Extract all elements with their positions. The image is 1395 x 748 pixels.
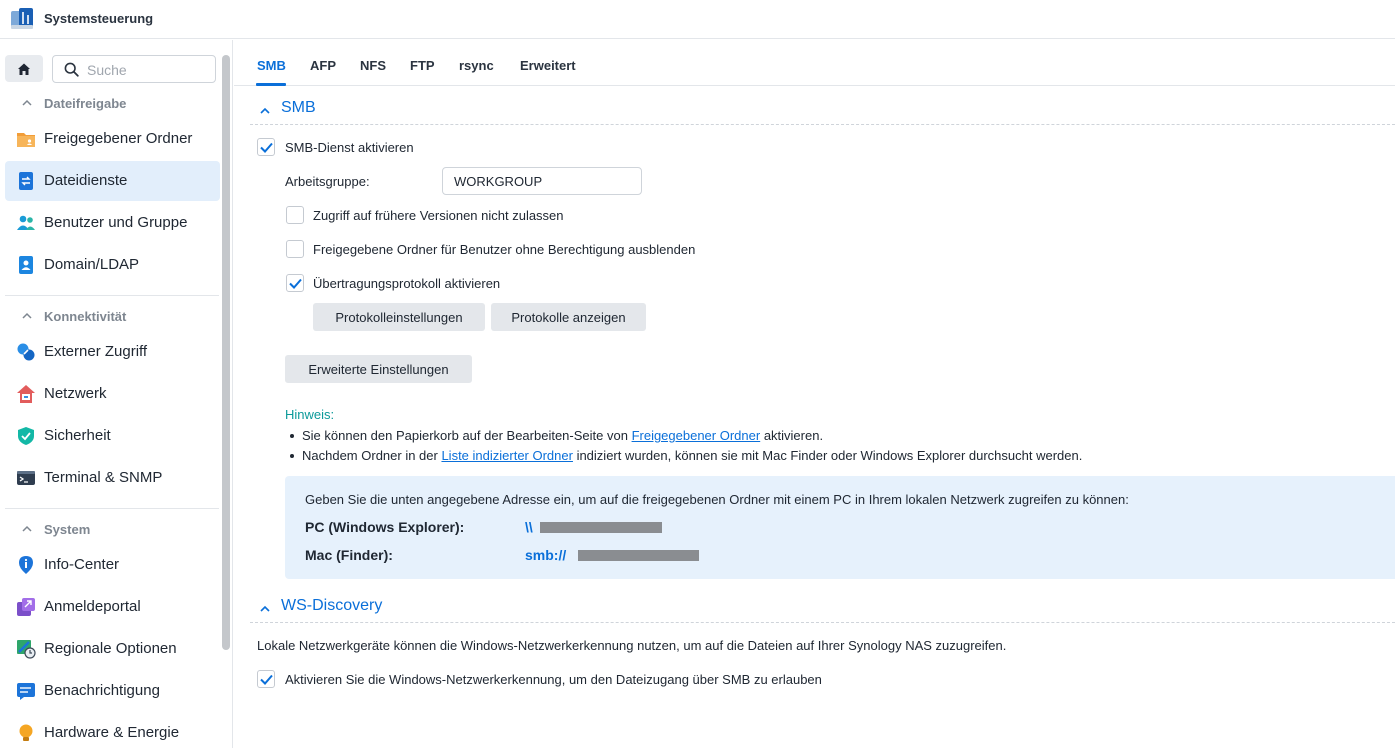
bullet-dot [290, 434, 294, 438]
section-title: System [44, 522, 91, 537]
sidebar-item-netzwerk[interactable] [5, 374, 220, 414]
sidebar-item-label: Regionale Optionen [44, 640, 177, 657]
smb-group-title: SMB [281, 99, 316, 116]
hint1-text: Sie können den Papierkorb auf der Bearbeiten-Seite von [302, 428, 632, 443]
sidebar-item-label: Freigegebener Ordner [44, 130, 193, 147]
chevron-up-icon [21, 97, 33, 109]
transfer-log-label: Übertragungsprotokoll aktivieren [313, 276, 501, 291]
hide-folders-label: Freigegebene Ordner für Benutzer ohne Berechtigung ausblenden [313, 242, 696, 257]
sidebar-item-label: Sicherheit [44, 427, 111, 444]
active-tab-indicator [256, 83, 286, 86]
tab-smb[interactable]: SMB [257, 58, 286, 73]
workgroup-input[interactable] [454, 173, 634, 190]
advanced-settings-button[interactable]: Erweiterte Einstellungen [285, 355, 472, 383]
tab-bar [234, 40, 1395, 86]
log-settings-button[interactable]: Protokolleinstellungen [313, 303, 485, 331]
terminal-icon [16, 468, 36, 488]
search-input[interactable] [87, 61, 207, 79]
sidebar-divider [5, 508, 219, 509]
chevron-up-icon [259, 105, 271, 117]
hint-line-2 [290, 448, 1082, 463]
folder-icon [16, 129, 36, 149]
hide-folders-checkbox[interactable] [286, 240, 304, 258]
mac-address-value: smb:// [525, 547, 567, 563]
checkmark-icon [259, 141, 274, 154]
sidebar-item-info-center[interactable] [5, 545, 220, 585]
ws-discovery-description: Lokale Netzwerkgeräte können die Windows-Netzwerkerkennung nutzen, um auf die Dateien auf Ihrer Synology NAS zuzugreifen. [257, 638, 1007, 653]
main-panel [234, 40, 1395, 748]
checkmark-icon [288, 277, 303, 290]
hardware-energy-icon [16, 723, 36, 743]
ws-discovery-enable-label: Aktivieren Sie die Windows-Netzwerkerkennung, um den Dateizugang über SMB zu erlauben [285, 672, 822, 687]
sidebar-item-sicherheit[interactable] [5, 416, 220, 456]
pc-address-value: \\ [525, 519, 533, 535]
chevron-up-icon [21, 310, 33, 322]
sidebar-item-hardware-energie[interactable] [5, 713, 220, 748]
ws-discovery-group-title: WS-Discovery [281, 597, 383, 614]
notification-icon [16, 681, 36, 701]
sidebar-item-domain-ldap[interactable] [5, 245, 220, 285]
domain-icon [16, 255, 36, 275]
shared-folder-link[interactable]: Freigegebener Ordner [631, 428, 761, 443]
sidebar-item-dateidienste[interactable] [5, 161, 220, 201]
network-icon [16, 384, 36, 404]
checkmark-icon [259, 673, 274, 686]
sidebar-scrollbar[interactable] [222, 55, 230, 650]
tab-erweitert[interactable]: Erweitert [520, 58, 576, 73]
hint-line-1 [290, 428, 823, 443]
address-intro: Geben Sie die unten angegebene Adresse ein, um auf die freigegebenen Ordner mit einem PC in Ihrem lokalen Netzwerk zugreifen zu können: [305, 492, 1129, 507]
tab-afp[interactable]: AFP [310, 58, 336, 73]
ws-discovery-checkbox[interactable] [257, 670, 275, 688]
sidebar-item-anmeldeportal[interactable] [5, 587, 220, 627]
hint-title: Hinweis: [285, 407, 335, 422]
sidebar-item-label: Externer Zugriff [44, 343, 148, 360]
hint2-text: Nachdem Ordner in der [302, 448, 442, 463]
section-title: Konnektivität [44, 309, 127, 324]
sidebar-item-benutzer-und-gruppe[interactable] [5, 203, 220, 243]
sidebar-item-externer-zugriff[interactable] [5, 332, 220, 372]
sidebar-item-label: Terminal & SNMP [44, 469, 163, 486]
sidebar-item-label: Anmeldeportal [44, 598, 141, 615]
sidebar-item-label: Benutzer und Gruppe [44, 214, 188, 231]
section-konnektivitaet[interactable] [0, 304, 220, 330]
home-icon [16, 61, 32, 77]
title-bar [0, 0, 1395, 39]
sidebar-item-label: Netzwerk [44, 385, 107, 402]
chevron-up-icon [259, 603, 271, 615]
smb-group-header[interactable] [250, 97, 1395, 125]
prev-versions-checkbox[interactable] [286, 206, 304, 224]
redacted-address [578, 550, 699, 561]
sidebar-item-benachrichtigung[interactable] [5, 671, 220, 711]
search-box[interactable] [52, 55, 216, 83]
control-panel-icon [10, 7, 34, 31]
window-title: Systemsteuerung [44, 11, 154, 26]
workgroup-field[interactable] [442, 167, 642, 195]
shield-icon [16, 426, 36, 446]
tab-rsync[interactable]: rsync [459, 58, 494, 73]
sidebar-item-freigegebener-ordner[interactable] [5, 119, 220, 159]
transfer-log-checkbox[interactable] [286, 274, 304, 292]
sidebar-item-terminal-snmp[interactable] [5, 458, 220, 498]
login-portal-icon [16, 597, 36, 617]
address-info-box [285, 476, 1395, 579]
sidebar-item-label: Dateidienste [44, 172, 128, 189]
tab-nfs[interactable]: NFS [360, 58, 386, 73]
file-services-icon [16, 171, 36, 191]
search-icon [64, 62, 79, 77]
sidebar [0, 40, 233, 748]
sidebar-item-label: Hardware & Energie [44, 724, 180, 741]
regional-options-icon [16, 639, 36, 659]
prev-versions-label: Zugriff auf frühere Versionen nicht zulassen [313, 208, 564, 223]
section-dateifreigabe[interactable] [0, 91, 220, 117]
chevron-up-icon [21, 523, 33, 535]
smb-enable-label: SMB-Dienst aktivieren [285, 140, 414, 155]
bullet-dot [290, 454, 294, 458]
ws-discovery-group-header[interactable] [250, 595, 1395, 623]
section-system[interactable] [0, 517, 220, 543]
hint2-text-end: indiziert wurden, können sie mit Mac Finder oder Windows Explorer durchsucht werden. [572, 448, 1083, 463]
smb-enable-checkbox[interactable] [257, 138, 275, 156]
tab-ftp[interactable]: FTP [410, 58, 435, 73]
workgroup-label: Arbeitsgruppe: [285, 174, 370, 189]
info-center-icon [16, 555, 36, 575]
show-logs-button[interactable]: Protokolle anzeigen [491, 303, 646, 331]
mac-address-label: Mac (Finder): [305, 547, 393, 563]
external-access-icon [16, 342, 36, 362]
sidebar-divider [5, 295, 219, 296]
section-title: Dateifreigabe [44, 96, 127, 111]
redacted-address [540, 522, 662, 533]
home-button[interactable] [5, 55, 43, 82]
sidebar-item-label: Benachrichtigung [44, 682, 160, 699]
sidebar-item-label: Info-Center [44, 556, 120, 573]
hint1-text-end: aktivieren. [760, 428, 824, 443]
indexed-folders-link[interactable]: Liste indizierter Ordner [441, 448, 573, 463]
users-icon [16, 213, 36, 233]
sidebar-item-label: Domain/LDAP [44, 256, 140, 273]
pc-address-label: PC (Windows Explorer): [305, 519, 465, 535]
sidebar-item-regionale-optionen[interactable] [5, 629, 220, 669]
